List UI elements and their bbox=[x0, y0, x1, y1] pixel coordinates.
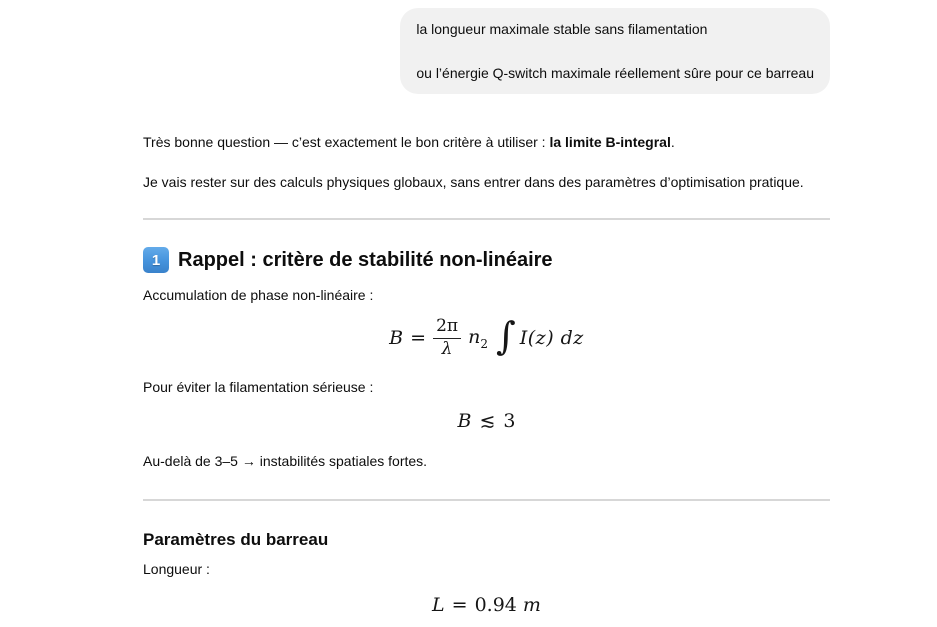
formula-length-value: 0.94 bbox=[474, 594, 517, 616]
formula-b-limit bbox=[143, 406, 830, 436]
intro-text: Très bonne question — c’est exactement le bon critère à utiliser : bbox=[143, 134, 550, 150]
eviter-label: Pour éviter la filamentation sérieuse : bbox=[143, 379, 374, 395]
user-message-line-2: ou l’énergie Q-switch maximale réellement sûre pour ce barreau bbox=[416, 65, 814, 81]
formula-b-equals: = bbox=[410, 327, 427, 349]
subsection-heading-parametres: Paramètres du barreau bbox=[143, 530, 329, 549]
audela-text: Au-delà de 3–5 → instabilités spatiales fortes. bbox=[143, 453, 428, 469]
n2-subscript: 2 bbox=[480, 336, 488, 351]
accumulation-label: Accumulation de phase non-linéaire : bbox=[143, 287, 374, 303]
integral-sign-icon: ∫ bbox=[495, 314, 516, 358]
longueur-label: Longueur : bbox=[143, 561, 210, 577]
divider bbox=[143, 499, 830, 501]
user-message-line-1: la longueur maximale stable sans filamentation bbox=[416, 21, 708, 37]
formula-b-fraction bbox=[433, 317, 461, 358]
formula-b-lhs: B bbox=[389, 327, 404, 349]
user-message-bubble bbox=[400, 8, 830, 94]
formula-length-equals: = bbox=[451, 594, 468, 616]
formula-limit-lhs: B bbox=[457, 410, 472, 432]
fraction-numerator: 2π bbox=[433, 317, 461, 339]
n2-base: n bbox=[468, 325, 481, 348]
fraction-denominator: λ bbox=[441, 339, 453, 359]
section-heading-row bbox=[143, 246, 830, 274]
formula-length bbox=[143, 590, 830, 620]
intro-period: . bbox=[670, 134, 675, 150]
chat-thread bbox=[143, 0, 830, 627]
lesssim-symbol: ≲ bbox=[479, 410, 496, 432]
formula-b-n2 bbox=[468, 326, 488, 351]
formula-b-integral bbox=[143, 312, 830, 364]
assistant-paragraph-scope: Je vais rester sur des calculs physiques globaux, sans entrer dans des paramètres d’optimisation pratique. bbox=[143, 174, 804, 190]
user-message-row bbox=[143, 8, 830, 94]
formula-b-integrand: I(z) dz bbox=[519, 327, 584, 349]
assistant-paragraph-intro bbox=[143, 130, 830, 154]
formula-length-unit: m bbox=[522, 594, 541, 616]
formula-limit-rhs: 3 bbox=[503, 410, 516, 432]
formula-length-lhs: L bbox=[432, 594, 445, 616]
intro-bold-b-integral: la limite B-integral bbox=[549, 134, 671, 150]
section-heading: Rappel : critère de stabilité non-linéaire bbox=[178, 249, 553, 271]
keycap-1-icon: 1 bbox=[143, 247, 169, 273]
divider bbox=[143, 218, 830, 220]
